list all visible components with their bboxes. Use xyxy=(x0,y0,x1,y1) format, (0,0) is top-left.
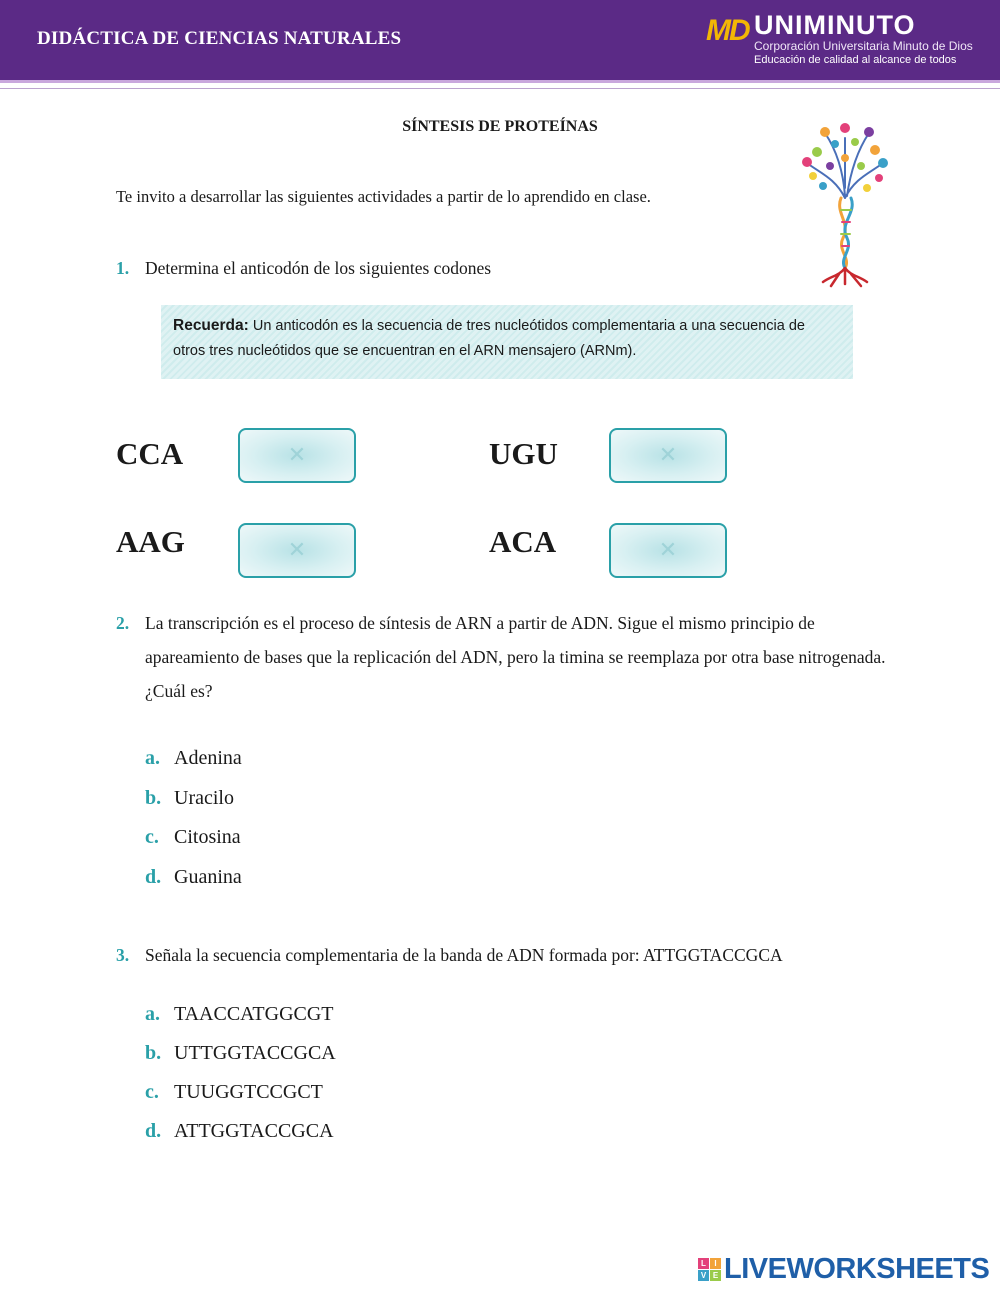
page-title: SÍNTESIS DE PROTEÍNAS xyxy=(402,118,598,135)
logo-subtitle: Corporación Universitaria Minuto de Dios xyxy=(754,39,973,53)
logo-tagline: Educación de calidad al alcance de todos xyxy=(754,54,957,66)
option-letter: b. xyxy=(145,787,162,809)
option-label: UTTGGTACCGCA xyxy=(174,1042,336,1064)
icon-letter: L xyxy=(698,1258,709,1269)
question-1 xyxy=(116,251,886,285)
logo-name: UNIMINUTO xyxy=(754,10,916,40)
option-item[interactable] xyxy=(145,1081,323,1104)
option-item[interactable] xyxy=(145,1042,336,1065)
option-label: Uracilo xyxy=(174,787,234,809)
codon-label: AAG xyxy=(116,524,185,559)
remember-label: Recuerda: xyxy=(173,317,249,334)
option-label: Guanina xyxy=(174,866,242,888)
option-letter: c. xyxy=(145,826,159,848)
question-2 xyxy=(116,606,886,708)
option-label: TAACCATGGCGT xyxy=(174,1003,334,1025)
option-item[interactable] xyxy=(145,826,241,849)
answer-input[interactable] xyxy=(238,523,356,578)
liveworksheets-icon xyxy=(698,1258,722,1282)
option-letter: a. xyxy=(145,1003,160,1025)
header-divider xyxy=(0,88,1000,89)
liveworksheets-brand: LIVEWORKSHEETS xyxy=(724,1253,990,1285)
question-number: 2. xyxy=(116,613,130,633)
option-item[interactable] xyxy=(145,866,242,889)
option-item[interactable] xyxy=(145,1120,334,1143)
option-item[interactable] xyxy=(145,1003,334,1026)
codon-label: ACA xyxy=(489,524,557,559)
option-letter: c. xyxy=(145,1081,159,1103)
question-3 xyxy=(116,938,886,972)
option-item[interactable] xyxy=(145,747,242,770)
icon-letter: V xyxy=(698,1270,709,1281)
option-label: TUUGGTCCGCT xyxy=(174,1081,323,1103)
codon-label: UGU xyxy=(489,436,558,471)
icon-letter: I xyxy=(710,1258,721,1269)
option-label: ATTGGTACCGCA xyxy=(174,1120,334,1142)
header-bar xyxy=(0,0,1000,83)
question-text: Determina el anticodón de los siguientes codones xyxy=(145,258,492,278)
option-letter: b. xyxy=(145,1042,162,1064)
question-text: Señala la secuencia complementaria de la banda de ADN formada por: ATTGGTACCGCA xyxy=(145,945,783,965)
option-letter: d. xyxy=(145,866,162,888)
intro-text: Te invito a desarrollar las siguientes actividades a partir de lo aprendido en clase. xyxy=(116,187,651,206)
question-number: 3. xyxy=(116,945,130,965)
answer-input[interactable] xyxy=(609,428,727,483)
remember-text: Un anticodón es la secuencia de tres nucleótidos complementaria a una secuencia de otros tres nucleótidos que se encuentran en el ARN mensajero (ARNm). xyxy=(173,318,805,359)
option-label: Citosina xyxy=(174,826,241,848)
remember-box xyxy=(161,305,853,379)
codon-label: CCA xyxy=(116,436,184,471)
logo-mark: MD xyxy=(706,14,749,47)
question-number: 1. xyxy=(116,258,130,278)
option-item[interactable] xyxy=(145,787,234,810)
icon-letter: E xyxy=(710,1270,721,1281)
answer-input[interactable] xyxy=(238,428,356,483)
course-title: DIDÁCTICA DE CIENCIAS NATURALES xyxy=(37,28,402,49)
answer-input[interactable] xyxy=(609,523,727,578)
option-letter: d. xyxy=(145,1120,162,1142)
option-letter: a. xyxy=(145,747,160,769)
question-text: La transcripción es el proceso de síntesis de ARN a partir de ADN. Sigue el mismo principio de apareamiento de bases que la replicación del ADN, pero la timina se reemplaza por otra base nitrogenada. ¿Cuál es? xyxy=(145,613,886,701)
uniminuto-logo xyxy=(706,8,986,72)
option-label: Adenina xyxy=(174,747,242,769)
